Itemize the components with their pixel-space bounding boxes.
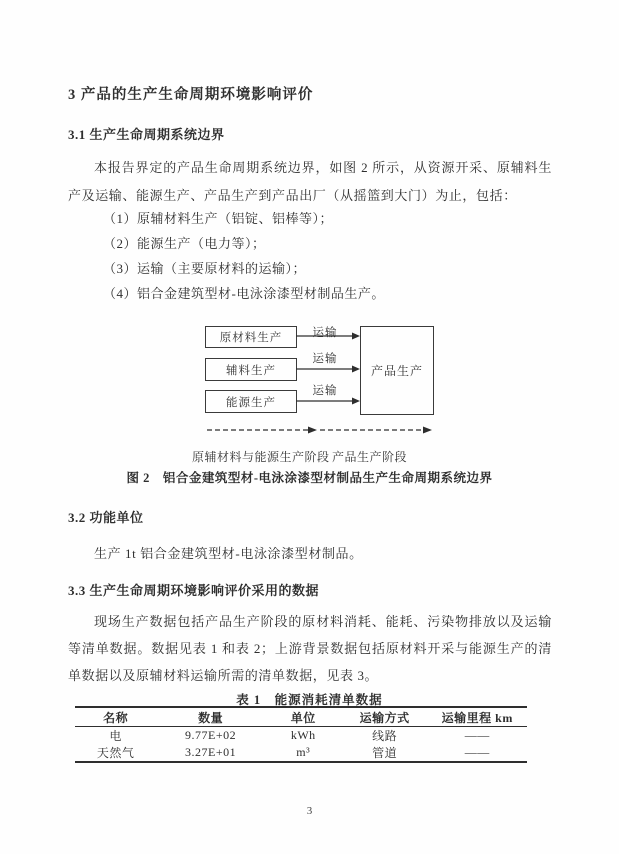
functional-unit-paragraph: 生产 1t 铝合金建筑型材-电泳涂漆型材制品。 bbox=[94, 546, 363, 561]
transport-arrow-label: 运输 bbox=[312, 327, 338, 339]
chapter-heading: 3 产品的生产生命周期环境影响评价 bbox=[68, 87, 314, 103]
stage-label-materials-energy: 原辅材料与能源生产阶段 bbox=[192, 450, 330, 464]
cell-unit: kWh bbox=[290, 728, 316, 742]
page-number: 3 bbox=[306, 805, 313, 817]
figure-2-caption: 图 2 铝合金建筑型材-电泳涂漆型材制品生产生命周期系统边界 bbox=[126, 471, 493, 485]
diagram-arrows-graphic bbox=[0, 315, 619, 465]
cell-name: 天然气 bbox=[96, 746, 135, 760]
data-sources-paragraph: 现场生产数据包括产品生产阶段的原材料消耗、能耗、污染物排放以及运输等清单数据。数据见表 1 和表 2；上游背景数据包括原材料开采与能源生产的清单数据以及原辅材料运输所需的清单数据，见表 3。 bbox=[68, 614, 552, 683]
col-header-qty: 数量 bbox=[156, 707, 264, 727]
col-header-name: 名称 bbox=[75, 707, 156, 727]
cell-qty: 3.27E+01 bbox=[185, 745, 237, 759]
table-1-title: 表 1 能源消耗清单数据 bbox=[236, 693, 383, 707]
col-header-mode: 运输方式 bbox=[342, 707, 428, 727]
diagram-box-label: 产品生产 bbox=[370, 364, 423, 378]
diagram-box-label: 辅料生产 bbox=[226, 364, 276, 377]
cell-mode: 线路 bbox=[372, 729, 398, 743]
cell-qty: 9.77E+02 bbox=[185, 728, 237, 742]
section-3-2-heading: 3.2 功能单位 bbox=[68, 510, 144, 525]
scope-list bbox=[103, 206, 385, 306]
table-row bbox=[75, 727, 527, 745]
cell-mileage: —— bbox=[464, 728, 490, 742]
transport-arrow-label: 运输 bbox=[312, 353, 338, 365]
col-header-mileage: 运输里程 km bbox=[428, 707, 527, 727]
diagram-box-label: 原材料生产 bbox=[219, 332, 283, 344]
list-item: （1）原辅材料生产（铝锭、铝棒等）； bbox=[103, 211, 334, 226]
diagram-box-label: 能源生产 bbox=[226, 396, 276, 409]
cell-mode: 管道 bbox=[372, 746, 398, 760]
stage-label-product: 产品生产阶段 bbox=[332, 450, 408, 464]
cell-mileage: —— bbox=[464, 745, 490, 759]
energy-consumption-table bbox=[75, 706, 527, 763]
cell-unit: m³ bbox=[296, 745, 311, 759]
table-row bbox=[75, 744, 527, 762]
cell-name: 电 bbox=[109, 729, 122, 743]
section-3-3-heading: 3.3 生产生命周期环境影响评价采用的数据 bbox=[68, 583, 320, 598]
section-3-1-heading: 3.1 生产生命周期系统边界 bbox=[68, 127, 225, 142]
list-item: （3）运输（主要原材料的运输）； bbox=[103, 261, 307, 276]
table-header-row bbox=[75, 707, 527, 727]
col-header-unit: 单位 bbox=[265, 707, 342, 727]
boundary-intro-paragraph: 本报告界定的产品生命周期系统边界，如图 2 所示，从资源开采、原辅料生产及运输、能源生产、产品生产到产品出厂（从摇篮到大门）为止，包括： bbox=[68, 160, 552, 203]
list-item: （4）铝合金建筑型材-电泳涂漆型材制品生产。 bbox=[103, 286, 385, 301]
list-item: （2）能源生产（电力等）； bbox=[103, 236, 266, 251]
transport-arrow-label: 运输 bbox=[312, 385, 338, 397]
